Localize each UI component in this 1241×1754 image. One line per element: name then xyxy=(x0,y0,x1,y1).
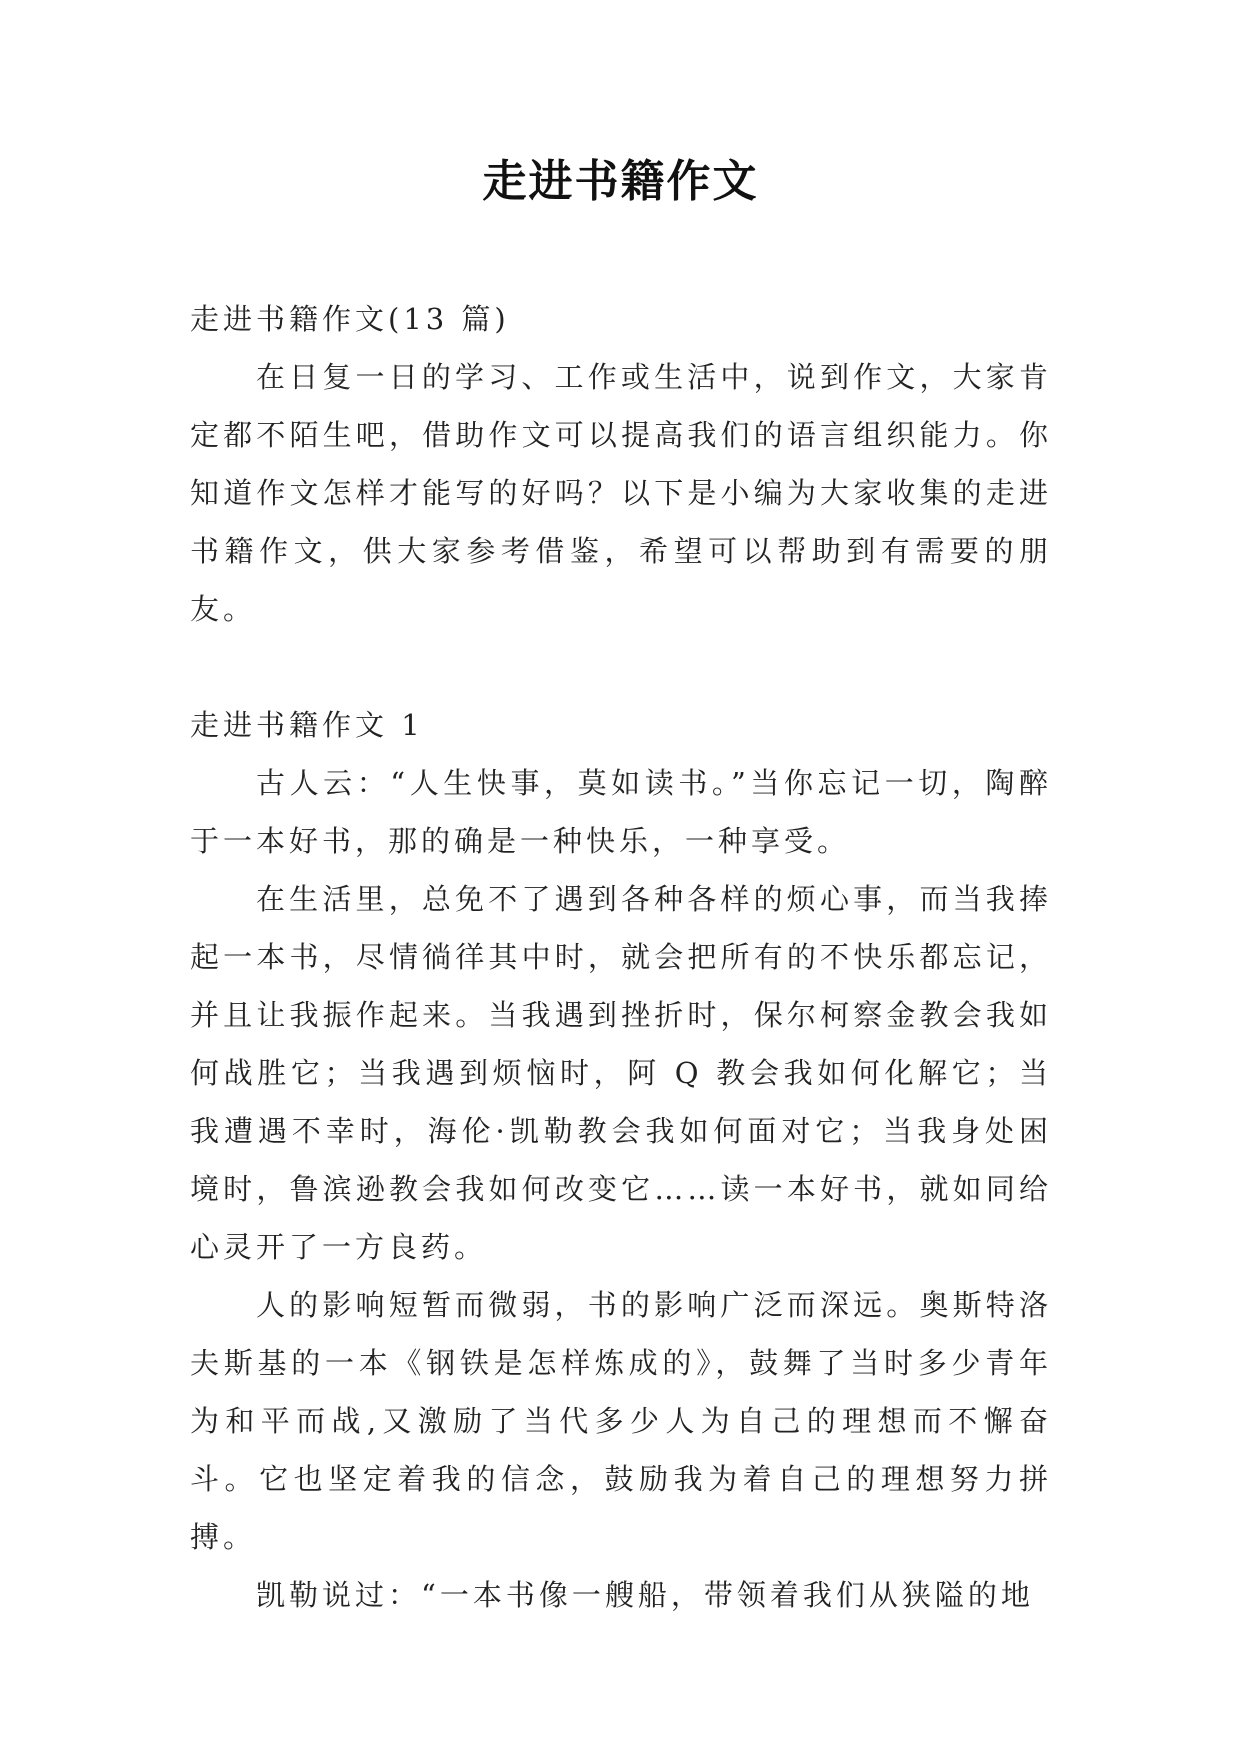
collection-subtitle: 走进书籍作文(13 篇) xyxy=(190,302,510,336)
document-body xyxy=(190,290,1052,1624)
section-spacer xyxy=(190,638,1052,696)
intro-paragraph: 在日复一日的学习、工作或生活中，说到作文，大家肯定都不陌生吧，借助作文可以提高我们的语言组织能力。你知道作文怎样才能写的好吗？以下是小编为大家收集的走进书籍作文，供大家参考借鉴，希望可以帮助到有需要的朋友。 xyxy=(190,360,1052,626)
body-paragraph: 在生活里，总免不了遇到各种各样的烦心事，而当我捧起一本书，尽情徜徉其中时，就会把所有的不快乐都忘记，并且让我振作起来。当我遇到挫折时，保尔柯察金教会我如何战胜它；当我遇到烦恼时，阿 Q 教会我如何化解它；当我遭遇不幸时，海伦·凯勒教会我如何面对它；当我身处困境时，鲁滨逊教会我如何改变它……读一本好书，就如同给心灵开了一方良药。 xyxy=(190,882,1052,1264)
body-paragraph: 凯勒说过：“一本书像一艘船，带领着我们从狭隘的地 xyxy=(256,1578,1034,1612)
section-heading: 走进书籍作文 1 xyxy=(190,708,424,742)
body-paragraph: 人的影响短暂而微弱，书的影响广泛而深远。奥斯特洛夫斯基的一本《钢铁是怎样炼成的》，鼓舞了当时多少青年为和平而战,又激励了当代多少人为自己的理想而不懈奋斗。它也坚定着我的信念，鼓励我为着自己的理想努力拼搏。 xyxy=(190,1288,1052,1554)
document-title: 走进书籍作文 xyxy=(482,156,759,207)
body-paragraph: 古人云：“人生快事，莫如读书。”当你忘记一切，陶醉于一本好书，那的确是一种快乐，一种享受。 xyxy=(190,766,1052,858)
